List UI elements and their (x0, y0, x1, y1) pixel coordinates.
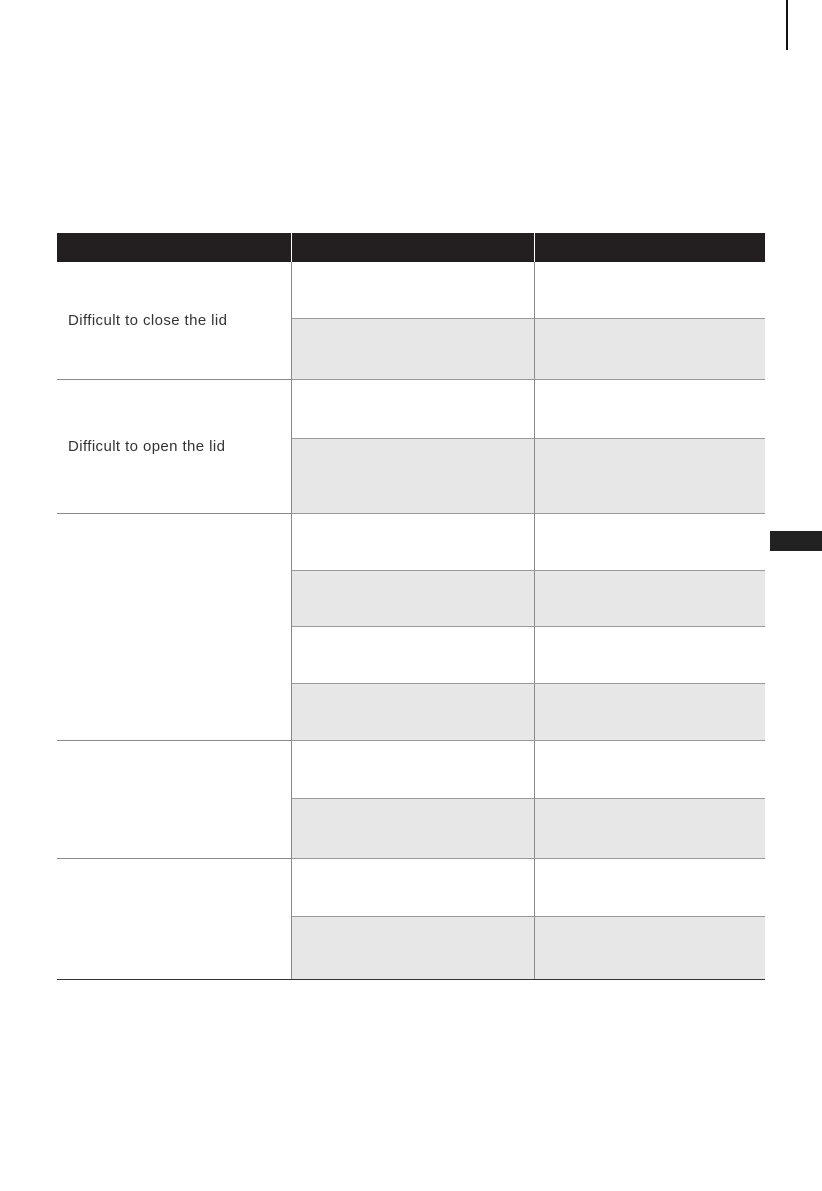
solution-cell (534, 262, 765, 318)
header-solution (534, 233, 765, 262)
cause-cell (291, 262, 534, 318)
cause-cell (291, 513, 534, 570)
solution-cell (534, 626, 765, 683)
solution-cell (534, 916, 765, 979)
cause-cell (291, 438, 534, 513)
solution-cell (534, 858, 765, 916)
header-cause (291, 233, 534, 262)
problem-cell (57, 740, 291, 858)
cause-cell (291, 626, 534, 683)
section-tab-marker (770, 531, 822, 551)
cause-cell (291, 318, 534, 379)
table-row (57, 740, 765, 798)
cause-cell (291, 858, 534, 916)
troubleshooting-table-container (57, 233, 765, 980)
problem-cell (57, 513, 291, 740)
cause-cell (291, 916, 534, 979)
solution-cell (534, 570, 765, 626)
troubleshooting-table (57, 233, 765, 980)
table-row (57, 513, 765, 570)
solution-cell (534, 513, 765, 570)
solution-cell (534, 798, 765, 858)
solution-cell (534, 379, 765, 438)
solution-cell (534, 438, 765, 513)
table-header-row (57, 233, 765, 262)
table-row (57, 858, 765, 916)
crop-mark (786, 0, 788, 50)
problem-cell: Difficult to open the lid (57, 379, 291, 513)
problem-cell: Difficult to close the lid (57, 262, 291, 379)
problem-cell (57, 858, 291, 979)
cause-cell (291, 379, 534, 438)
header-problem (57, 233, 291, 262)
cause-cell (291, 740, 534, 798)
cause-cell (291, 683, 534, 740)
table-row (57, 379, 765, 438)
solution-cell (534, 683, 765, 740)
cause-cell (291, 570, 534, 626)
solution-cell (534, 318, 765, 379)
solution-cell (534, 740, 765, 798)
cause-cell (291, 798, 534, 858)
table-row (57, 262, 765, 318)
